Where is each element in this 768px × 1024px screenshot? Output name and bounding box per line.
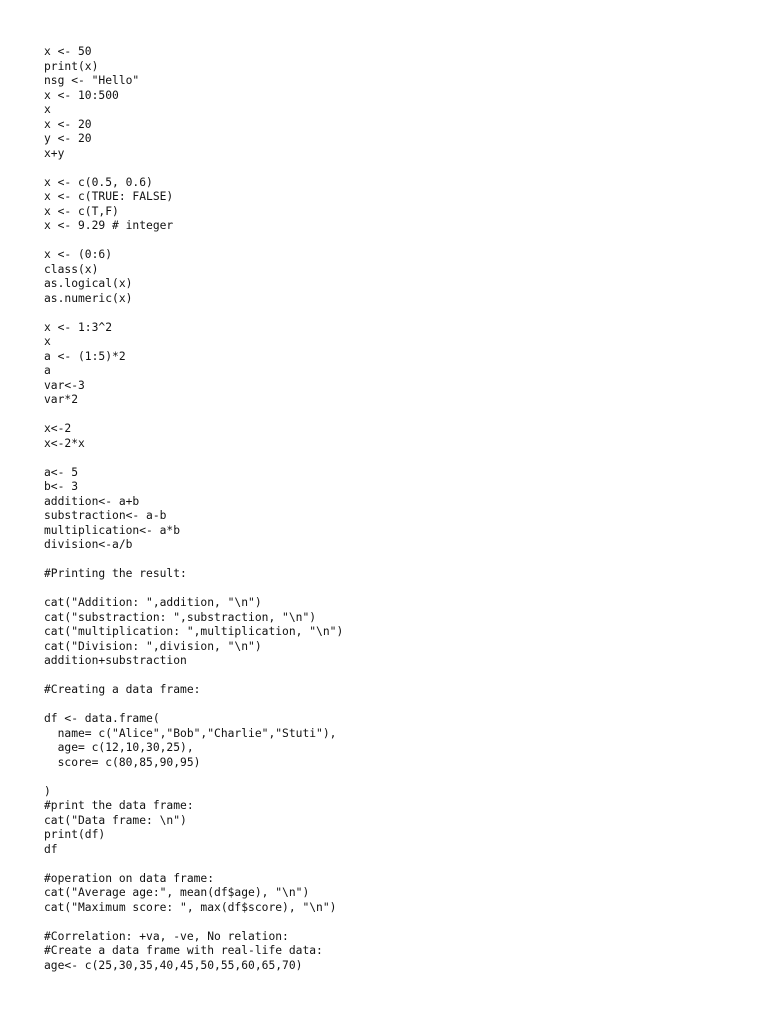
- code-line: x <- c(T,F): [44, 204, 119, 218]
- code-line: #Creating a data frame:: [44, 683, 201, 696]
- code-line: cat("Addition: ",addition, "\n"): [44, 596, 262, 609]
- blank-line: [44, 582, 744, 597]
- code-line: multiplication<- a*b: [44, 523, 181, 537]
- code-line: x+y: [44, 146, 65, 160]
- code-line: cat("Average age:", mean(df$age), "\n"): [44, 886, 310, 899]
- code-line: #Printing the result:: [44, 567, 187, 580]
- blank-line: [44, 857, 744, 872]
- code-line: cat("multiplication: ",multiplication, "\n"): [44, 625, 344, 638]
- blank-line: [44, 553, 744, 568]
- code-line: as.logical(x): [44, 277, 133, 290]
- code-line: nsg <- "Hello": [44, 74, 140, 87]
- code-line: class(x): [44, 262, 99, 276]
- code-line: name= c("Alice","Bob","Charlie","Stuti"),: [44, 726, 337, 740]
- code-line: var<-3: [44, 378, 85, 392]
- code-line: age<- c(25,30,35,40,45,50,55,60,65,70): [44, 958, 303, 972]
- code-line: x<-2*x: [44, 436, 85, 450]
- blank-line: [44, 408, 744, 423]
- code-line: x: [44, 335, 51, 348]
- code-line: addition<- a+b: [44, 494, 140, 508]
- code-line: df <- data.frame(: [44, 712, 160, 725]
- code-line: a <- (1:5)*2: [44, 349, 126, 363]
- code-line: x <- c(0.5, 0.6): [44, 175, 153, 189]
- code-block: [44, 45, 744, 973]
- code-line: x <- 9.29 # integer: [44, 219, 174, 232]
- code-line: as.numeric(x): [44, 291, 133, 305]
- code-line: addition+substraction: [44, 654, 187, 667]
- code-line: score= c(80,85,90,95): [44, 755, 201, 769]
- code-line: age= c(12,10,30,25),: [44, 741, 194, 754]
- code-line: x <- (0:6): [44, 248, 113, 261]
- code-line: ): [44, 784, 51, 798]
- code-line: x <- 10:500: [44, 88, 119, 102]
- code-line: cat("Maximum score: ", max(df$score), "\n"): [44, 900, 337, 914]
- code-line: print(x): [44, 59, 99, 73]
- code-line: cat("Division: ",division, "\n"): [44, 639, 262, 653]
- code-line: b<- 3: [44, 480, 79, 493]
- blank-line: [44, 698, 744, 713]
- code-line: a: [44, 364, 51, 377]
- code-line: df: [44, 842, 58, 856]
- code-line: cat("Data frame: \n"): [44, 813, 187, 827]
- blank-line: [44, 770, 744, 785]
- code-line: division<-a/b: [44, 538, 133, 551]
- code-line: cat("substraction: ",substraction, "\n"): [44, 610, 317, 624]
- code-line: x <- 50: [44, 45, 92, 58]
- blank-line: [44, 234, 744, 249]
- blank-line: [44, 451, 744, 466]
- code-line: #print the data frame:: [44, 799, 194, 812]
- code-line: x: [44, 103, 51, 116]
- blank-line: [44, 306, 744, 321]
- code-line: x<-2: [44, 422, 72, 435]
- blank-line: [44, 915, 744, 930]
- code-line: #Correlation: +va, -ve, No relation:: [44, 929, 289, 943]
- blank-line: [44, 161, 744, 176]
- code-line: #operation on data frame:: [44, 871, 215, 885]
- code-line: x <- 20: [44, 117, 92, 131]
- code-line: a<- 5: [44, 465, 79, 479]
- code-line: print(df): [44, 828, 106, 841]
- code-line: var*2: [44, 393, 79, 406]
- code-line: x <- 1:3^2: [44, 320, 113, 334]
- code-line: #Create a data frame with real-life data:: [44, 944, 323, 957]
- code-line: substraction<- a-b: [44, 509, 167, 522]
- code-line: y <- 20: [44, 132, 92, 145]
- code-line: x <- c(TRUE: FALSE): [44, 190, 174, 203]
- blank-line: [44, 669, 744, 684]
